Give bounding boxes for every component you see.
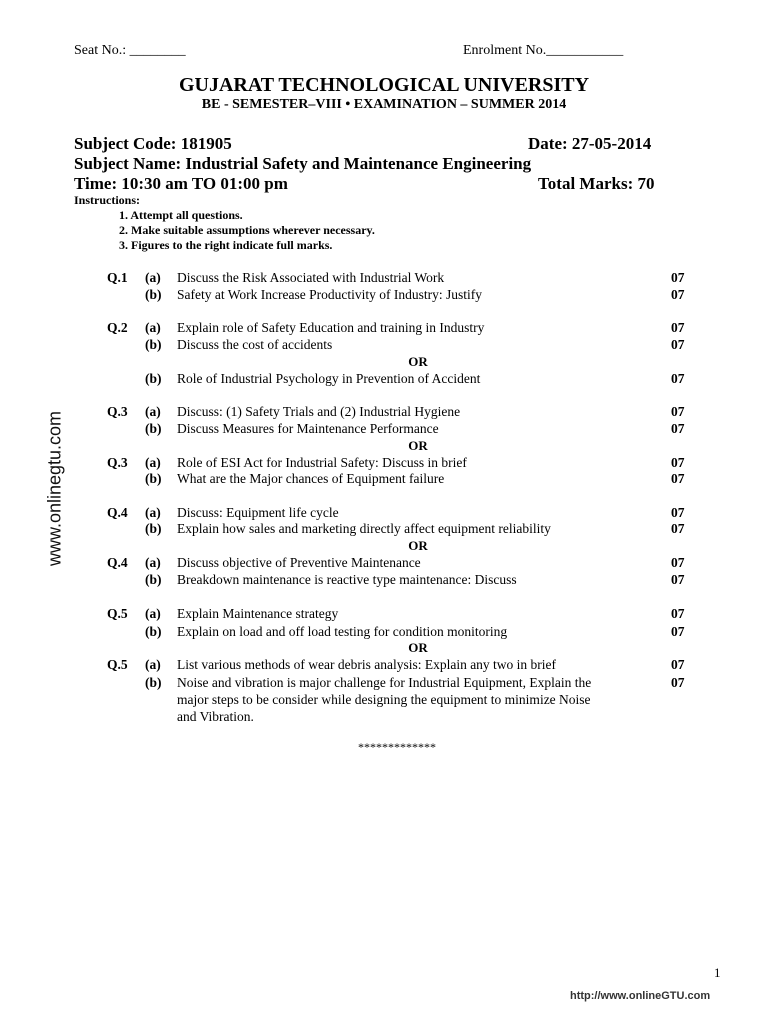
subject-name: Subject Name: Industrial Safety and Maintenance Engineering [74,154,532,173]
question-marks: 07 [671,555,685,570]
question-text: List various methods of wear debris analysis: Explain any two in brief [177,657,557,672]
footer-url: http://www.onlineGTU.com [570,990,711,1002]
exam-title: BE - SEMESTER–VIII • EXAMINATION – SUMMER 2014 [201,97,567,112]
question-text: Noise and vibration is major challenge for Industrial Equipment, Explain the [177,675,592,690]
question-text: What are the Major chances of Equipment failure [177,471,445,486]
question-marks: 07 [671,505,685,520]
question-marks: 07 [671,371,685,386]
question-text: Breakdown maintenance is reactive type maintenance: Discuss [177,572,517,587]
question-marks: 07 [671,572,685,587]
question-number: Q.2 [107,320,128,335]
question-text: Discuss Measures for Maintenance Performance [177,421,439,436]
end-of-paper-stars: ************* [358,740,436,754]
question-part: (b) [145,337,162,352]
or-separator: OR [408,640,428,655]
question-text: Explain how sales and marketing directly affect equipment reliability [177,521,551,536]
page-number: 1 [714,965,721,980]
subject-code: Subject Code: 181905 [74,134,232,153]
question-part: (b) [145,421,162,436]
instruction-item: 2. Make suitable assumptions wherever necessary. [119,223,375,237]
question-text: major steps to be consider while designing the equipment to minimize Noise [177,692,591,707]
question-text: Explain Maintenance strategy [177,606,339,621]
question-marks: 07 [671,404,685,419]
question-part: (a) [145,455,161,470]
question-part: (b) [145,572,162,587]
question-part: (b) [145,471,162,486]
question-marks: 07 [671,287,685,302]
question-number: Q.5 [107,606,128,621]
question-number: Q.3 [107,455,128,470]
question-part: (b) [145,624,162,639]
or-separator: OR [408,354,428,369]
instructions-heading: Instructions: [74,193,141,207]
question-part: (a) [145,505,161,520]
total-marks: Total Marks: 70 [538,174,655,193]
question-part: (b) [145,371,162,386]
enrolment-number-field: Enrolment No.___________ [463,43,624,58]
question-marks: 07 [671,337,685,352]
question-text: Explain on load and off load testing for condition monitoring [177,624,508,639]
question-part: (a) [145,606,161,621]
question-number: Q.4 [107,555,128,570]
question-marks: 07 [671,624,685,639]
question-text: Discuss: Equipment life cycle [177,505,339,520]
question-marks: 07 [671,675,685,690]
question-part: (a) [145,270,161,285]
question-part: (a) [145,320,161,335]
question-part: (b) [145,287,162,302]
question-text: Discuss the cost of accidents [177,337,333,352]
question-marks: 07 [671,657,685,672]
question-marks: 07 [671,270,685,285]
seat-number-field: Seat No.: ________ [74,43,186,58]
question-part: (b) [145,675,162,690]
or-separator: OR [408,438,428,453]
side-watermark: www.onlinegtu.com [44,410,65,567]
question-marks: 07 [671,606,685,621]
question-number: Q.1 [107,270,128,285]
question-part: (a) [145,657,161,672]
question-text: and Vibration. [177,709,254,724]
question-marks: 07 [671,421,685,436]
question-number: Q.4 [107,505,128,520]
instruction-item: 1. Attempt all questions. [119,208,243,222]
question-marks: 07 [671,471,685,486]
question-text: Discuss the Risk Associated with Industrial Work [177,270,445,285]
question-number: Q.5 [107,657,128,672]
question-marks: 07 [671,320,685,335]
question-text: Safety at Work Increase Productivity of Industry: Justify [177,287,482,302]
exam-time: Time: 10:30 am TO 01:00 pm [74,174,288,193]
question-number: Q.3 [107,404,128,419]
question-marks: 07 [671,521,685,536]
question-part: (b) [145,521,162,536]
question-text: Role of Industrial Psychology in Prevention of Accident [177,371,481,386]
question-text: Discuss: (1) Safety Trials and (2) Industrial Hygiene [177,404,461,419]
exam-date: Date: 27-05-2014 [528,134,652,153]
instruction-item: 3. Figures to the right indicate full marks. [119,238,333,252]
question-text: Explain role of Safety Education and training in Industry [177,320,485,335]
question-part: (a) [145,404,161,419]
question-text: Role of ESI Act for Industrial Safety: Discuss in brief [177,455,467,470]
question-marks: 07 [671,455,685,470]
question-part: (a) [145,555,161,570]
university-title: GUJARAT TECHNOLOGICAL UNIVERSITY [178,74,590,96]
or-separator: OR [408,538,428,553]
question-text: Discuss objective of Preventive Maintenance [177,555,421,570]
